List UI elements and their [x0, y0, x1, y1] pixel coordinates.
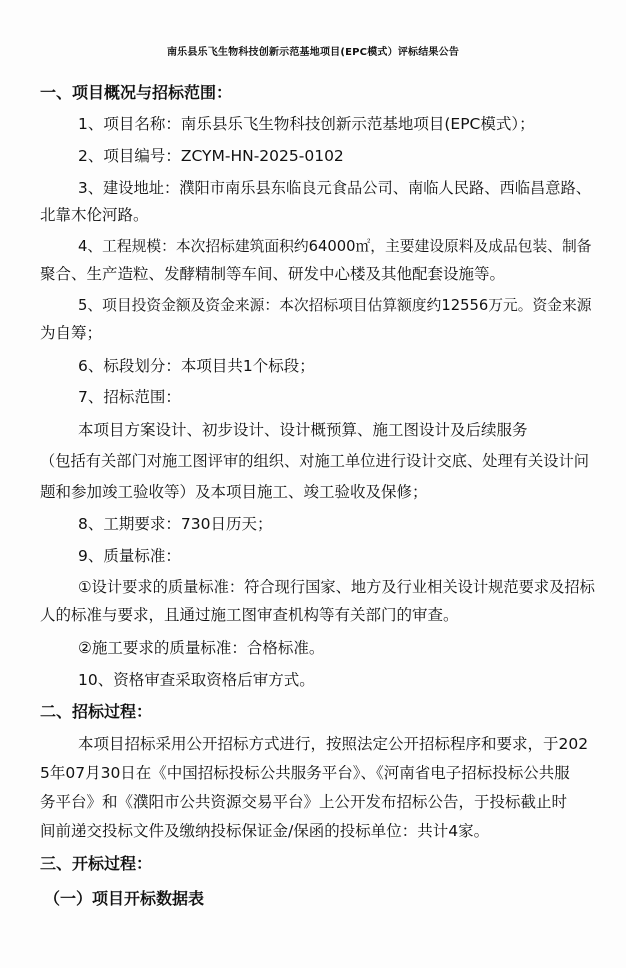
- item-quality-label: 9、质量标准：: [78, 547, 181, 565]
- item-project-number: 2、项目编号：ZCYM-HN-2025-0102: [78, 147, 344, 165]
- item-duration: 8、工期要求：730日历天；: [78, 515, 273, 533]
- item-investment-line2: 为自筹；: [40, 324, 103, 342]
- item-scope-line3: 题和参加竣工验收等）及本项目施工、竣工验收及保修；: [40, 483, 428, 501]
- item-project-name: 1、项目名称：南乐县乐飞生物科技创新示范基地项目(EPC模式）；: [78, 115, 535, 133]
- item-scale-line1: 4、工程规模：本次招标建筑面积约64000㎡，主要建设原料及成品包装、制备: [78, 238, 592, 255]
- subsection-heading-data-table: （一）项目开标数据表: [44, 889, 205, 908]
- section-heading-overview: 一、项目概况与招标范围：: [40, 83, 233, 102]
- process-para-line2: 5年07月30日在《中国招标投标公共服务平台》、《河南省电子招标投标公共服: [40, 764, 570, 782]
- process-para-line4: 间前递交投标文件及缴纳投标保证金/保函的投标单位：共计4家。: [40, 822, 490, 840]
- section-heading-process: 二、招标过程：: [40, 702, 153, 721]
- item-address-line1: 3、建设地址：濮阳市南乐县东临良元食品公司、南临人民路、西临昌意路、: [78, 179, 591, 197]
- process-para-line1: 本项目招标采用公开招标方式进行，按照法定公开招标程序和要求，于202: [78, 735, 589, 753]
- item-scale-line2: 聚合、生产造粒、发酵精制等车间、研发中心楼及其他配套设施等。: [40, 265, 506, 283]
- item-address-line2: 北靠木伦河路。: [40, 206, 149, 224]
- item-scope-line1: 本项目方案设计、初步设计、设计概预算、施工图设计及后续服务: [78, 421, 528, 439]
- item-scope-label: 7、招标范围：: [78, 388, 181, 406]
- item-investment-line1: 5、项目投资金额及资金来源：本次招标项目估算额度约12556万元。资金来源: [78, 297, 592, 314]
- item-quality-construction: ②施工要求的质量标准：合格标准。: [78, 639, 325, 657]
- item-lot-division: 6、标段划分：本项目共1个标段；: [78, 357, 315, 375]
- item-quality-design-line1: ①设计要求的质量标准：符合现行国家、地方及行业相关设计规范要求及招标: [78, 578, 595, 596]
- item-scope-line2: （包括有关部门对施工图评审的组织、对施工单位进行设计交底、处理有关设计问: [40, 452, 589, 470]
- item-qualification-review: 10、资格审查采取资格后审方式。: [78, 671, 315, 689]
- page-title: 南乐县乐飞生物科技创新示范基地项目(EPC模式）评标结果公告: [166, 47, 460, 58]
- section-heading-opening: 三、开标过程：: [40, 854, 153, 873]
- process-para-line3: 务平台》和《濮阳市公共资源交易平台》上公开发布招标公告，于投标截止时: [40, 793, 568, 811]
- item-quality-design-line2: 人的标准与要求，且通过施工图审查机构等有关部门的审查。: [40, 606, 459, 624]
